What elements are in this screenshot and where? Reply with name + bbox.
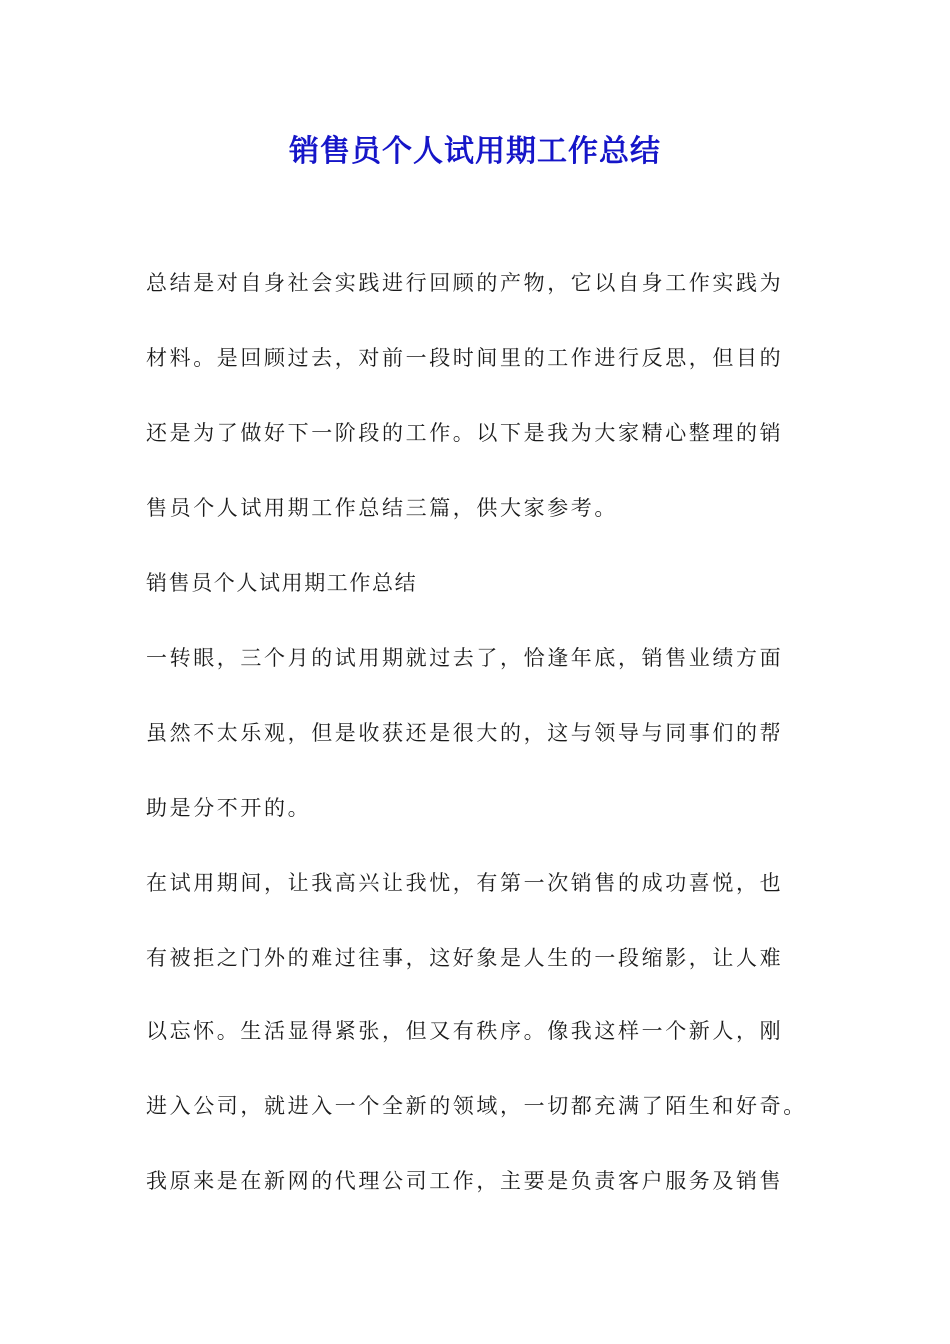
paragraph-line: 助是分不开的。 — [146, 796, 312, 820]
paragraph-line: 有被拒之门外的难过往事，这好象是人生的一段缩影，让人难 — [146, 946, 784, 970]
paragraph-line: 材料。是回顾过去，对前一段时间里的工作进行反思，但目的 — [146, 346, 784, 370]
paragraph-line: 进入公司，就进入一个全新的领域，一切都充满了陌生和好奇。 — [146, 1094, 807, 1118]
paragraph-line: 在试用期间，让我高兴让我忧，有第一次销售的成功喜悦，也 — [146, 871, 784, 895]
paragraph-line: 总结是对自身社会实践进行回顾的产物，它以自身工作实践为 — [146, 271, 784, 295]
paragraph-line: 售员个人试用期工作总结三篇，供大家参考。 — [146, 496, 618, 520]
paragraph-line: 还是为了做好下一阶段的工作。以下是我为大家精心整理的销 — [146, 421, 784, 445]
paragraph-line: 以忘怀。生活显得紧张，但又有秩序。像我这样一个新人，刚 — [146, 1019, 784, 1043]
paragraph-line: 虽然不太乐观，但是收获还是很大的，这与领导与同事们的帮 — [146, 721, 784, 745]
paragraph-line: 一转眼，三个月的试用期就过去了，恰逢年底，销售业绩方面 — [146, 646, 784, 670]
paragraph-line: 我原来是在新网的代理公司工作，主要是负责客户服务及销售 — [146, 1169, 784, 1193]
section-heading: 销售员个人试用期工作总结 — [146, 571, 418, 595]
document-title: 销售员个人试用期工作总结 — [289, 134, 661, 169]
